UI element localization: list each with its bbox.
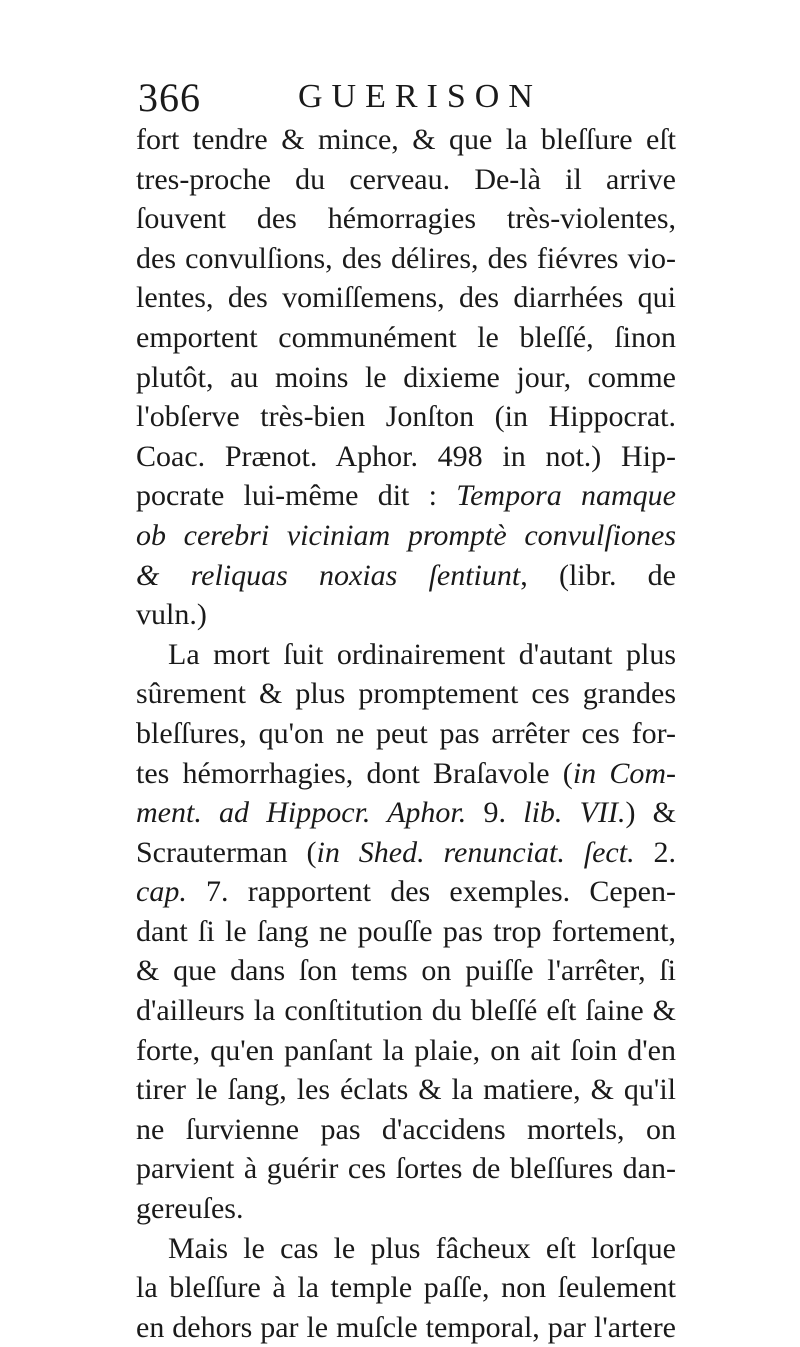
text-line: ment. ad Hippocr. Aphor. 9. lib. VII.) & bbox=[136, 796, 676, 830]
text-line: l'obſerve très-bien Jonſton (in Hippocrat. bbox=[136, 400, 676, 434]
text-line: tes hémorrhagies, dont Braſavole (in Com- bbox=[136, 756, 676, 790]
text-line: dant ſi le ſang ne pouſſe pas trop fortement, bbox=[136, 914, 676, 948]
text-line: plutôt, au moins le dixieme jour, comme bbox=[136, 360, 676, 394]
text-line: en dehors par le muſcle temporal, par l'artere bbox=[136, 1310, 676, 1344]
text-line: lentes, des vomiſſemens, des diarrhées qui bbox=[136, 281, 676, 315]
text-line: des convulſions, des délires, des fiévres vio- bbox=[136, 241, 676, 275]
body-text bbox=[136, 120, 676, 1347]
page-header bbox=[138, 70, 678, 120]
text-line: pocrate lui-même dit : Tempora namque bbox=[136, 479, 676, 513]
page-number: 366 bbox=[138, 75, 201, 120]
text-line: fort tendre & mince, & que la bleſſure eſt bbox=[136, 123, 676, 156]
running-head: GUERISON bbox=[298, 78, 542, 115]
text-line: vuln.) bbox=[136, 598, 207, 632]
text-line: Scrauterman (in Shed. renunciat. ſect. 2. bbox=[136, 835, 676, 869]
text-line: d'ailleurs la conſtitution du bleſſé eſt ſaine & bbox=[136, 994, 676, 1028]
text-line: tirer le ſang, les éclats & la matiere, & qu'il bbox=[136, 1073, 676, 1107]
text-line: & reliquas noxias ſentiunt, (libr. de bbox=[136, 558, 676, 592]
text-line: parvient à guérir ces ſortes de bleſſures dan- bbox=[136, 1152, 676, 1186]
text-line: la bleſſure à la temple paſſe, non ſeulement bbox=[136, 1271, 676, 1305]
text-line: gereuſes. bbox=[136, 1192, 244, 1226]
text-line: ob cerebri viciniam promptè convulſiones bbox=[136, 518, 676, 552]
text-line: & que dans ſon tems on puiſſe l'arrêter, ſi bbox=[136, 954, 676, 988]
text-line: cap. 7. rapportent des exemples. Cepen- bbox=[136, 875, 676, 909]
text-line: emportent communément le bleſſé, ſinon bbox=[136, 320, 676, 354]
text-line: forte, qu'en panſant la plaie, on ait ſoin d'en bbox=[136, 1033, 676, 1067]
text-line: ſouvent des hémorragies très-violentes, bbox=[136, 202, 676, 236]
text-line: tres-proche du cerveau. De-là il arrive bbox=[136, 162, 676, 196]
text-line: ne ſurvienne pas d'accidens mortels, on bbox=[136, 1112, 676, 1146]
text-line: sûrement & plus promptement ces grandes bbox=[136, 677, 676, 711]
text-line: La mort ſuit ordinairement d'autant plus bbox=[168, 637, 676, 671]
text-line: Mais le cas le plus fâcheux eſt lorſque bbox=[168, 1231, 676, 1265]
text-line: Coac. Prænot. Aphor. 498 in not.) Hip- bbox=[136, 439, 676, 473]
text-line: bleſſures, qu'on ne peut pas arrêter ces for- bbox=[136, 716, 676, 750]
